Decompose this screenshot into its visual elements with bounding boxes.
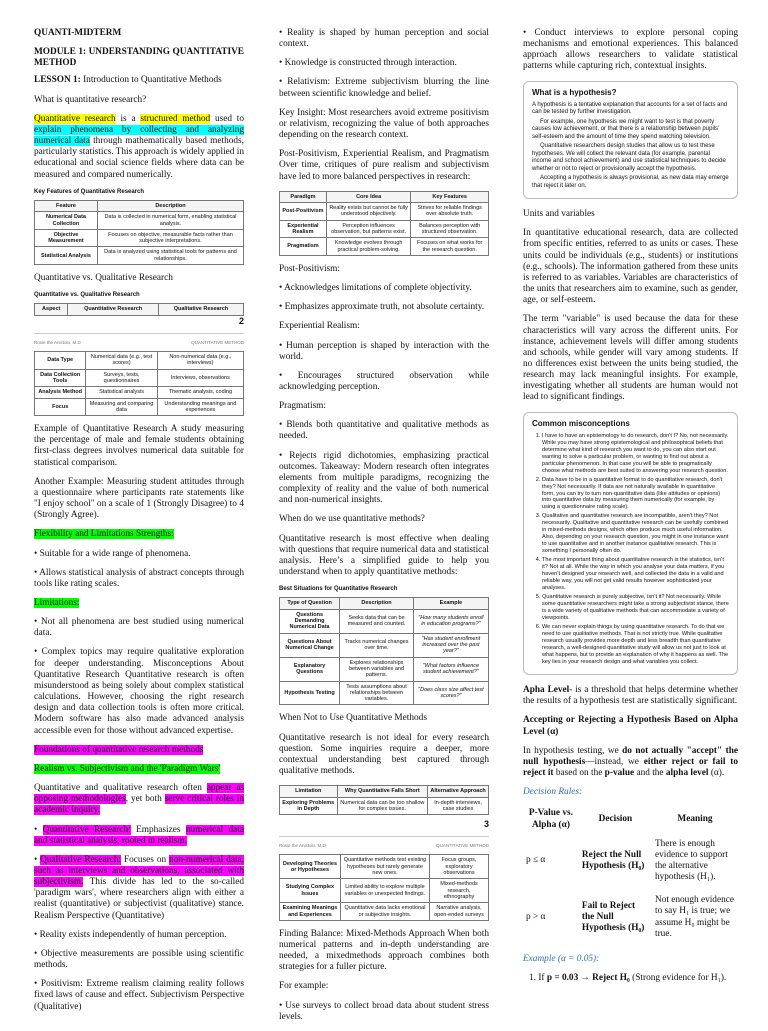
column-3 <box>523 28 738 992</box>
realism-heading: Realism vs. Subjectivism and the 'Paradigm Wars' <box>34 763 221 774</box>
limitation-table: Limitation Why Quantitative Falls Short Alternative Approach Exploring Problems in Depth Numerical data can be too shallow for complex issues. In-depth interviews, case studies <box>279 785 489 815</box>
strengths-heading: Flexibility and Limitations Strengths: <box>34 529 174 540</box>
doc-title: QUANTI-MIDTERM <box>34 28 122 38</box>
table-row: Developing Theories or Hypotheses Quantitative methods test existing hypotheses but rarely generate new ones. Focus groups, exploratory observations <box>280 855 489 879</box>
best-situations-table: Type of Question Description Example Questions Demanding Numerical Data Seeks data that can be measured and counted. "How many students enroll in education programs?" Questions About Numerical Change Tracks numerical changes over time. "Has student enrollment increased over the past year?" Explanatory Questions Explores relationships between variables and patterns. "What factors influence student achievement?" Hypothesis Testing Tests assumptions about relationships between variables. "Does class size affect test scores?" <box>279 597 489 705</box>
example-paragraph: Example of Quantitative Research A study measuring the percentage of male and female students obtaining first-class degrees involves numerical data suitable for statistical comparison. <box>34 424 244 468</box>
table-row: Pragmatism Knowledge evolves through practical problem-solving. Focuses on what works for the research question. <box>280 238 489 256</box>
realism-item: • Positivism: Extreme realism claiming reality follows fixed laws of cause and effect. Subjectivism Perspective (Qualitative) <box>34 979 244 1012</box>
post-positivism-heading: Post-Positivism: <box>279 263 340 274</box>
table-row: Examining Meanings and Experiences Quantitative data lacks emotional or subjective insights. Narrative analysis, open-ended surveys <box>280 903 489 921</box>
decision-table: P-Value vs. Alpha (α) Decision Meaning p ≤ α Reject the Null Hypothesis (H₀) There is enough evidence to support the alternative hypothesis (H₁). p > α Fail to Reject the Null Hypothesis (H₀) Not enough evidence to say H₁ is true; we assume H₀ might be true. <box>523 806 738 946</box>
units-heading: Units and variables <box>523 209 595 220</box>
realism-item: • Objective measurements are possible using scientific methods. <box>34 948 244 971</box>
module-heading: MODULE 1: UNDERSTANDING QUANTITATIVE METHOD <box>34 47 244 69</box>
experiential-item: • Encourages structured observation while acknowledging perception. <box>279 370 489 392</box>
decision-rules-heading: Decision Rules: <box>523 787 583 798</box>
limitation-item: • Complex topics may require qualitative exploration for deeper understanding. Misconceptions About Quantitative Research Quantitative research is often misunderstood as being solely about complex statistical calculations. However, choosing the right research design and data collection tools is often more critical. Modern software has also made advanced analysis accessible even for those without advanced expertise. <box>34 647 244 736</box>
experiential-heading: Experiential Realism: <box>279 321 360 332</box>
foundations-heading: Foundations of quantitative research methods <box>34 744 204 755</box>
table-row: Numerical Data Collection Data is collected in numerical form, enabling statistical analysis. <box>35 212 244 230</box>
table-row: Hypothesis Testing Tests assumptions about relationships between variables. "Does class size affect test scores?" <box>280 681 489 705</box>
lesson-heading: LESSON 1: Introduction to Quantitative Methods <box>34 75 222 86</box>
table-row: Statistical Analysis Data is analyzed using statistical tools for patterns and relationships. <box>35 247 244 265</box>
table-row: Questions About Numerical Change Tracks numerical changes over time. "Has student enrollment increased over the past year?" <box>280 633 489 657</box>
limitations-heading: Limitations: <box>34 598 80 608</box>
pragmatism-item: • Rejects rigid dichotomies, emphasizing practical outcomes. Takeaway: Modern research often integrates elements from multiple paradigms, recognizing the complexity of reality and the value of both numerical and non-numerical insights. <box>279 450 489 506</box>
table-row: p ≤ α Reject the Null Hypothesis (H₀) There is enough evidence to support the alternative hypothesis (H₁). <box>526 838 728 883</box>
example-paragraph-2: Another Example: Measuring student attitudes through a questionnaire where participants rate statements like "I enjoy school" on a scale of 1 (Strongly Disagree) to 4 (Strongly Agree). <box>34 476 244 521</box>
table-row: Questions Demanding Numerical Data Seeks data that can be measured and counted. "How many students enroll in education programs?" <box>280 609 489 633</box>
accept-heading: Accepting or Rejecting a Hypothesis Based on Alpha Level (α) <box>523 715 738 737</box>
units-paragraph: In quantitative educational research, data are collected from specific entities, referred to as units or cases. These units could be individuals (e.g., students) or institutions (e.g., schools). The information gathered from these units is referred to as variables. Variables are characteristics of the units that researchers aim to examine, such as gender, age, or self-esteem. <box>523 228 738 306</box>
table-row: Exploring Problems in Depth Numerical data can be too shallow for complex issues. In-depth interviews, case studies <box>280 797 489 815</box>
vs-table <box>34 351 244 416</box>
definition-paragraph: Quantitative research is a structured method used to explain phenomena by collecting and analyzing numerical data through mathematically based methods, particularly statistics. This approach is widely applied in educational and social science fields where data can be measured and compared numerically. <box>34 113 245 180</box>
post-positivism-item: • Acknowledges limitations of complete objectivity. <box>279 283 472 294</box>
key-features-table: Feature Description Numerical Data Collection Data is collected in numerical form, enabling statistical analysis. Objective Measurement Focuses on objective, measurable facts rather than subjective interpretations. Statistical Analysis Data is analyzed using statistical tools for patterns and relationships. <box>34 200 244 265</box>
best-situations-caption: Best Situations for Quantitative Research <box>279 586 398 593</box>
table-row: Data Collection Tools Surveys, tests, questionnaires Interviews, observations <box>35 369 244 387</box>
hypothesis-title: What is a hypothesis? <box>532 87 617 97</box>
example-item: 1. If p = 0.03 → Reject H₀ (Strong evidence for H₁). <box>529 973 727 984</box>
question-what-is: What is quantitative research? <box>34 94 147 105</box>
subjectivism-item: • Relativism: Extreme subjectivism blurring the line between scientific knowledge and belief. <box>279 77 489 99</box>
key-features-caption: Key Features of Quantitative Research <box>34 188 145 195</box>
table-row: Studying Complex Issues Limited ability to explore multiple variables or unexpected findings. Mixed-methods research, ethnography <box>280 879 489 903</box>
vs-caption: Quantitative vs. Qualitative Research <box>34 292 140 299</box>
pragmatism-heading: Pragmatism: <box>279 401 326 412</box>
limitation-item: • Not all phenomena are best studied using numerical data. <box>34 617 244 639</box>
strength-item: • Suitable for a wide range of phenomena. <box>34 548 191 559</box>
paradigm-table: Paradigm Core Idea Key Features Post-Positivism Reality exists but cannot be fully understood objectively. Strives for reliable findings over absolute truth. Experiential Realism Perception influences observation, but patterns exist. Balances perception with structured observation. Pragmatism Knowledge evolves through practical problem-solving. Focuses on what works for the research question. <box>279 191 489 256</box>
when-question: When do we use quantitative methods? <box>279 514 425 525</box>
page-number: 3 <box>483 819 489 830</box>
page-divider <box>34 333 244 334</box>
hypothesis-testing-paragraph: In hypothesis testing, we do not actually "accept" the null hypothesis—instead, we either reject or fail to reject it based on the p-value and the alpha level (α). <box>523 745 738 779</box>
strength-item: • Allows statistical analysis of abstract concepts through tools like rating scales. <box>34 567 244 589</box>
list-item: 4. The most important thing about quantitative research is the statistics, isn’t it? Not at all. While the way in which you analyse your data matters, if you haven’t designed your research well, and collected the data in a valid and reliable way, you will not get valid results however sophisticated your analyses. <box>542 557 729 592</box>
conduct-item: • Conduct interviews to explore personal coping mechanisms and emotional experiences. This balanced approach allows researchers to validate statistical patterns while capturing rich, contextual insights. <box>523 28 738 72</box>
variable-paragraph: The term "variable" is used because the data for these characteristics will vary across the different units. For instance, achievement levels will differ among students and schools, while gender will vary among students. If no differences exist between the units being studied, the research may lack meaningful insights. For example, investigating whether all students are human would not lead to significant findings. <box>523 314 738 403</box>
table-row: Post-Positivism Reality exists but cannot be fully understood objectively. Strives for reliable findings over absolute truth. <box>280 203 489 221</box>
experiential-item: • Human perception is shaped by interaction with the world. <box>279 340 489 362</box>
qual-research-item: • Qualitative Research: Focuses on non-numerical data, such as interviews and observations, associated with subjectivism. This divide has led to the so-called 'paradigm wars', where researchers align with either a realist (quantitative) or subjectivist (qualitative) stance. Realism Perspective (Quantitative) <box>34 854 244 921</box>
example-item: • Use surveys to collect broad data about student stress levels. <box>279 1000 489 1022</box>
page-number: 2 <box>238 315 244 326</box>
table-row: Analysis Method Statistical analysis Thematic analysis, coding <box>35 387 244 398</box>
key-insight: Key Insight: Most researchers avoid extreme positivism or relativism, recognizing the value of both approaches depending on the research context. <box>279 107 489 141</box>
paradigm-paragraph: Quantitative and qualitative research often appear as opposing methodologies, yet both serve critical roles in academic inquiry. <box>34 783 245 816</box>
table-row: Experiential Realism Perception influences observation, but patterns exist. Balances perception with structured observation. <box>280 220 489 238</box>
table-row: Explanatory Questions Explores relationships between variables and patterns. "What factors influence student achievement?" <box>280 657 489 681</box>
when-paragraph: Quantitative research is most effective when dealing with questions that require numerical data and statistical analysis. Here’s a simplified guide to help you understand when to apply quantitative methods: <box>279 533 489 578</box>
limitation-table-cont <box>279 854 489 921</box>
page-header: Rosie the Anistolo, M.D QUANTITATIVE METHOD <box>34 339 244 345</box>
post-positivism-item: • Emphasizes approximate truth, not absolute certainty. <box>279 302 485 313</box>
column-1 <box>34 28 244 1021</box>
list-item: 3. Qualitative and quantitative research are incompatible, aren’t they? Not necessarily. Qualitative and quantitative research can be usefully combined in mixed-methods designs, which often produce much useful information. Also, depending on your research question, you might in one instance want to use quantitative and in another instance qualitative research. This is something I personally often do. <box>542 513 729 555</box>
when-not-question: When Not to Use Quantitative Methods <box>279 713 427 724</box>
when-not-paragraph: Quantitative research is not ideal for every research question. Some inquiries require a deeper, more contextual understanding best captured through qualitative methods. <box>279 732 489 777</box>
column-2 <box>279 28 489 1031</box>
list-item: 2. Data have to be in a quantitative format to do quantitative research, don’t they? Not necessarily. If data are not naturally available in quantitative form, you can try to turn non-quantitative data (like attitudes or opinions) into quantitative data by measuring them numerically (for example, by using a questionnaire rating scale). <box>542 477 729 512</box>
page-header: Rosie the Anistolo, M.D QUANTITATIVE METHOD <box>279 842 489 848</box>
list-item: 6. We can never explain things by using quantitative research. To do that we need to use qualitative methods. That is not strictly true. While qualitative research usually provides more depth and less breadth than quantitative research, a well-designed quantitative study will allow us not just to look at what happens, but to provide an explanation of why it happens as well. The key lies in your research design and what variables you collect. <box>542 624 729 666</box>
alpha-paragraph: Apha Level- is a threshold that helps determine whether the results of a hypothesis test are statistically significant. <box>523 685 738 707</box>
misconceptions-title: Common misconceptions <box>532 418 630 428</box>
hypothesis-box: What is a hypothesis? A hypothesis is a tentative explanation that accounts for a set of facts and can be tested by further investigation. For example, one hypothesis we might want to test is that poverty causes low achievement, or that there is a relationship between pupils’ self-esteem and the amount of time they spend watching television. Quantitative researchers design studies that allow us to test these hypotheses. We will collect the relevant data (for example, parental income and school achievement) and use statistical techniques to decide whether or not to reject or provisionally accept the hypothesis. Accepting a hypothesis is always provisional, as new data may emerge that reject it later on. <box>523 81 738 200</box>
list-item: 1. I have to have an epistemology to do research, don’t I? No, not necessarily. While you may have strong epistemological and philosophical beliefs that determine what kind of research you want to do, you can also start out wanting to solve a particular problem, or wanting to find out about a particular phenomenon. In that case you will be able to pragmatically choose what methods are best suited to answering your research question. <box>542 433 729 475</box>
vs-heading: Quantitative vs. Qualitative Research <box>34 273 173 284</box>
subjectivism-item: • Knowledge is constructed through interaction. <box>279 58 457 69</box>
page-divider <box>279 836 489 837</box>
pragmatism-item: • Blends both quantitative and qualitative methods as needed. <box>279 420 489 442</box>
example-heading: Example (α = 0.05): <box>523 953 600 964</box>
realism-item: • Reality exists independently of human perception. <box>34 929 227 940</box>
vs-table-header: Aspect Quantitative Research Qualitative Research <box>34 303 244 315</box>
table-row: Focus Measuring and comparing data Understanding meanings and experiences <box>35 398 244 416</box>
for-example: For example: <box>279 981 329 992</box>
table-row: p > α Fail to Reject the Null Hypothesis (H₀) Not enough evidence to say H₁ is true; we assume H₀ might be true. <box>526 895 734 939</box>
table-row: Objective Measurement Focuses on objective, measurable facts rather than subjective interpretations. <box>35 229 244 247</box>
post-positivism-intro: Post-Positivism, Experiential Realism, and Pragmatism Over time, critiques of pure realism and subjectivism have led to more balanced perspectives in research: <box>279 149 489 182</box>
table-row: Data Type Numerical data (e.g., test scores) Non-numerical data (e.g., interviews) <box>35 351 244 369</box>
subjectivism-item: • Reality is shaped by human perception and social context. <box>279 28 489 50</box>
misconceptions-box <box>523 412 738 676</box>
list-item: 5. Quantitative research is purely subjective, isn’t it? Not necessarily. While some quantitative researchers might take a strong subjectivist stance, there is a wide variety of qualitative methods that can accommodate a variety of viewpoints. <box>542 594 729 622</box>
quant-research-item: • Quantitative Research: Emphasizes numerical data and statistical analysis, rooted in realism. <box>34 824 244 846</box>
mixed-methods-paragraph: Finding Balance: Mixed-Methods Approach When both numerical patterns and in-depth understanding are needed, a mixedmethods approach combines both strategies for a fuller picture. <box>279 928 489 973</box>
